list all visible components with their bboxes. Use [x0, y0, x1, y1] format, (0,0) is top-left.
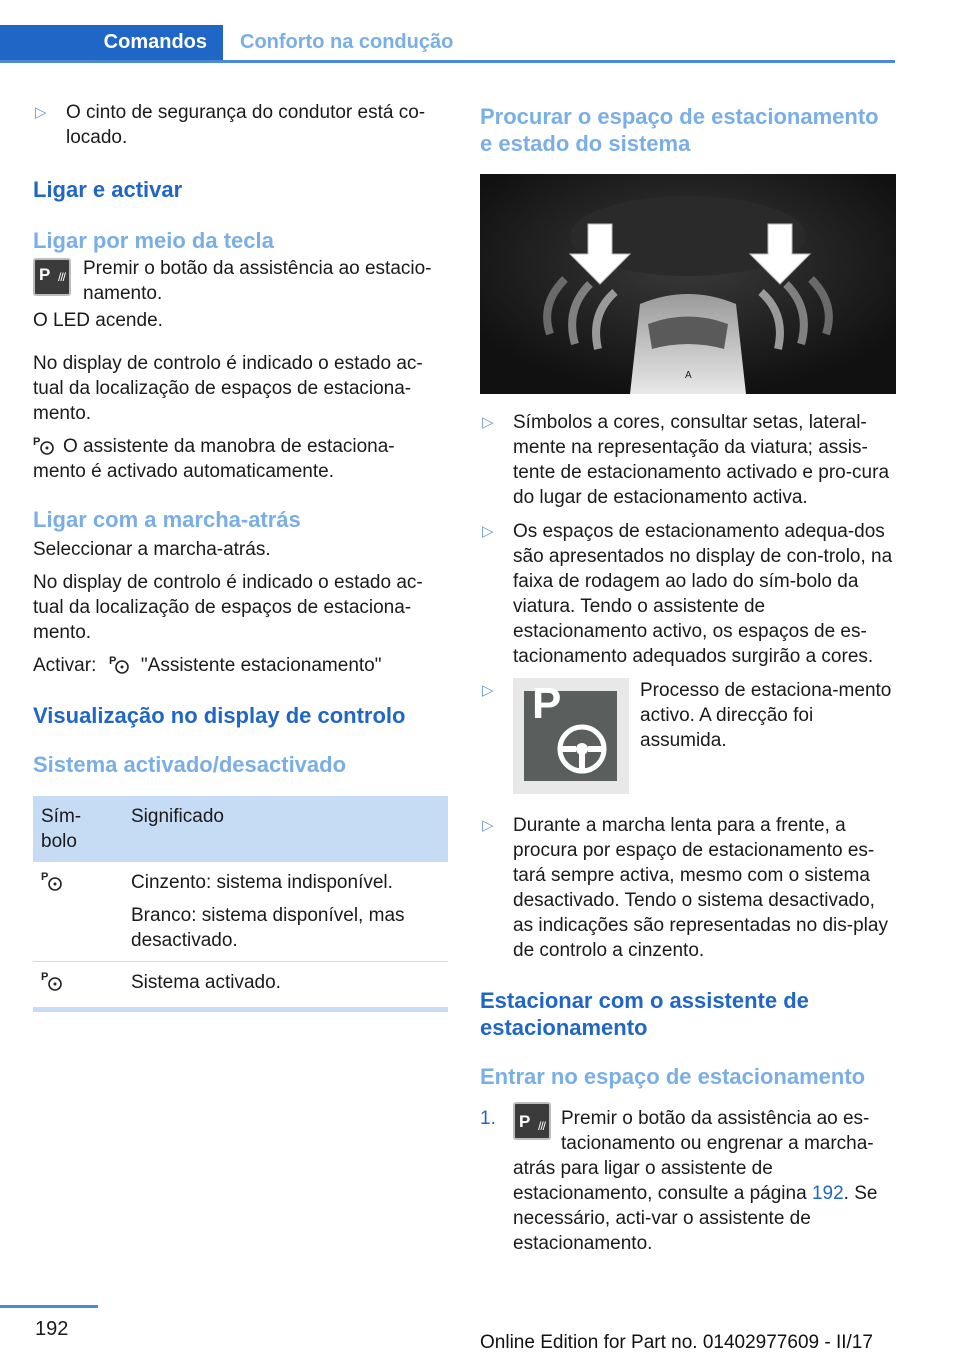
col-meaning-header: Significado: [123, 796, 448, 862]
header-rule: [0, 60, 895, 63]
list-item: [480, 519, 896, 669]
list-item-text: Os espaços de estacionamento adequa-dos são apresentados no display de con-trolo, na faixa de rodagem ao lado do sím-bolo da viatura. Tendo o assistente de estacionamento activo, os espaços de es-tacionamento adequados surgirão a cores.: [513, 521, 893, 667]
parking-display-illustration: [480, 174, 896, 394]
left-column: [33, 100, 448, 1012]
symbol-cell: [33, 962, 123, 1010]
activar-line: [33, 653, 448, 678]
footer-edition: Online Edition for Part no. 01402977609 - II/17: [480, 1332, 873, 1353]
list-item: [480, 410, 896, 510]
activar-label: Activar:: [33, 655, 97, 676]
heading-sistema: Sistema activado/desactivado: [33, 752, 347, 777]
park-assist-button-icon: P ///: [33, 258, 71, 296]
step-item: [480, 1106, 896, 1256]
tab-conforto: Conforto na condução: [240, 31, 454, 53]
parking-display-photo: [480, 174, 896, 394]
svg-text:P: P: [33, 436, 41, 448]
heading-ligar-activar: Ligar e activar: [33, 177, 183, 202]
assist-text: O assistente da manobra de estaciona-mento é activado automaticamente.: [33, 436, 395, 482]
triangle-bullet-icon: ▷: [482, 414, 494, 431]
table-row: [33, 862, 448, 962]
symbol-table: [33, 796, 448, 1012]
col-symbol-header: Sím-bolo: [33, 796, 123, 862]
svg-text:P: P: [108, 655, 116, 667]
page-link[interactable]: 192: [811, 1183, 844, 1204]
triangle-bullet-icon: ▷: [482, 682, 494, 699]
park-steering-gray-icon: [41, 870, 63, 892]
list-item: [480, 813, 896, 963]
svg-text:A: A: [685, 370, 692, 381]
park-steering-small-icon: [33, 434, 55, 456]
bullet-text: O cinto de segurança do condutor está co-locado.: [66, 102, 426, 148]
meaning-cell: [123, 862, 448, 962]
list-item-text: Símbolos a cores, consultar setas, lateral-mente na representação da viatura; assis-tente de estacionamento activado e pro-cura do lugar de estacionamento activa.: [513, 412, 890, 508]
heading-marcha-atras: Ligar com a marcha-atrás: [33, 507, 301, 532]
led-text: O LED acende.: [33, 310, 163, 331]
heading-ligar-tecla: Ligar por meio da tecla: [33, 228, 274, 253]
park-steering-small-icon: [108, 654, 130, 674]
step-text-b: . Se necessário, acti-var o assistente de estacionamento.: [513, 1183, 878, 1254]
display-text-1: No display de controlo é indicado o estado ac-tual da localização de espaços de estaciona-mento.: [33, 353, 423, 424]
heading-entrar: Entrar no espaço de estacionamento: [480, 1064, 866, 1089]
list-item-text: Durante a marcha lenta para a frente, a procura por espaço de estacionamento es-tará sempre activa, mesmo com o sistema desactivado. Tendo o sistema desactivado, as indicações são representadas no dis-play de controlo a cinzento.: [513, 815, 888, 961]
svg-text:P: P: [41, 871, 49, 883]
meaning-gray: Cinzento: sistema indisponível.: [131, 872, 393, 893]
bullet-item: [33, 100, 471, 150]
step-text-a: Premir o botão da assistência ao es-tacionamento ou engrenar a marcha-atrás para ligar o assistente de estacionamento, consulte a página: [513, 1108, 874, 1204]
table-row: [33, 962, 448, 1010]
heading-procurar: Procurar o espaço de estacionamento e estado do sistema: [480, 104, 879, 156]
triangle-bullet-icon: ▷: [482, 817, 494, 834]
right-column: [480, 103, 896, 1256]
list-item: [480, 678, 896, 794]
list-item-text: Processo de estaciona-mento activo. A direcção foi assumida.: [640, 680, 892, 751]
park-assist-button-icon: P ///: [513, 1102, 551, 1140]
premir-block: [33, 256, 448, 308]
footer-rule: [0, 1305, 98, 1308]
seleccionar-text: Seleccionar a marcha-atrás.: [33, 539, 271, 560]
meaning-cell: Sistema activado.: [123, 962, 448, 1010]
activar-value: "Assistente estacionamento": [140, 655, 382, 676]
assist-block: [33, 434, 448, 484]
symbol-cell: [33, 862, 123, 962]
premir-text: Premir o botão da assistência ao estacio-namento.: [83, 258, 432, 304]
step-number: 1.: [480, 1108, 496, 1129]
meaning-white: Branco: sistema disponível, mas desactivado.: [131, 905, 405, 951]
display-text-2: No display de controlo é indicado o estado ac-tual da localização de espaços de estaciona-mento.: [33, 572, 423, 643]
heading-visualizacao: Visualização no display de controlo: [33, 703, 406, 728]
svg-text:P: P: [41, 971, 49, 983]
heading-estacionar: Estacionar com o assistente de estacionamento: [480, 988, 809, 1040]
page-number: 192: [35, 1318, 69, 1340]
triangle-bullet-icon: ▷: [35, 104, 47, 121]
park-assist-large-icon: P: [513, 678, 629, 794]
tab-comandos: Comandos: [0, 25, 223, 60]
park-steering-active-icon: [41, 970, 63, 992]
triangle-bullet-icon: ▷: [482, 523, 494, 540]
